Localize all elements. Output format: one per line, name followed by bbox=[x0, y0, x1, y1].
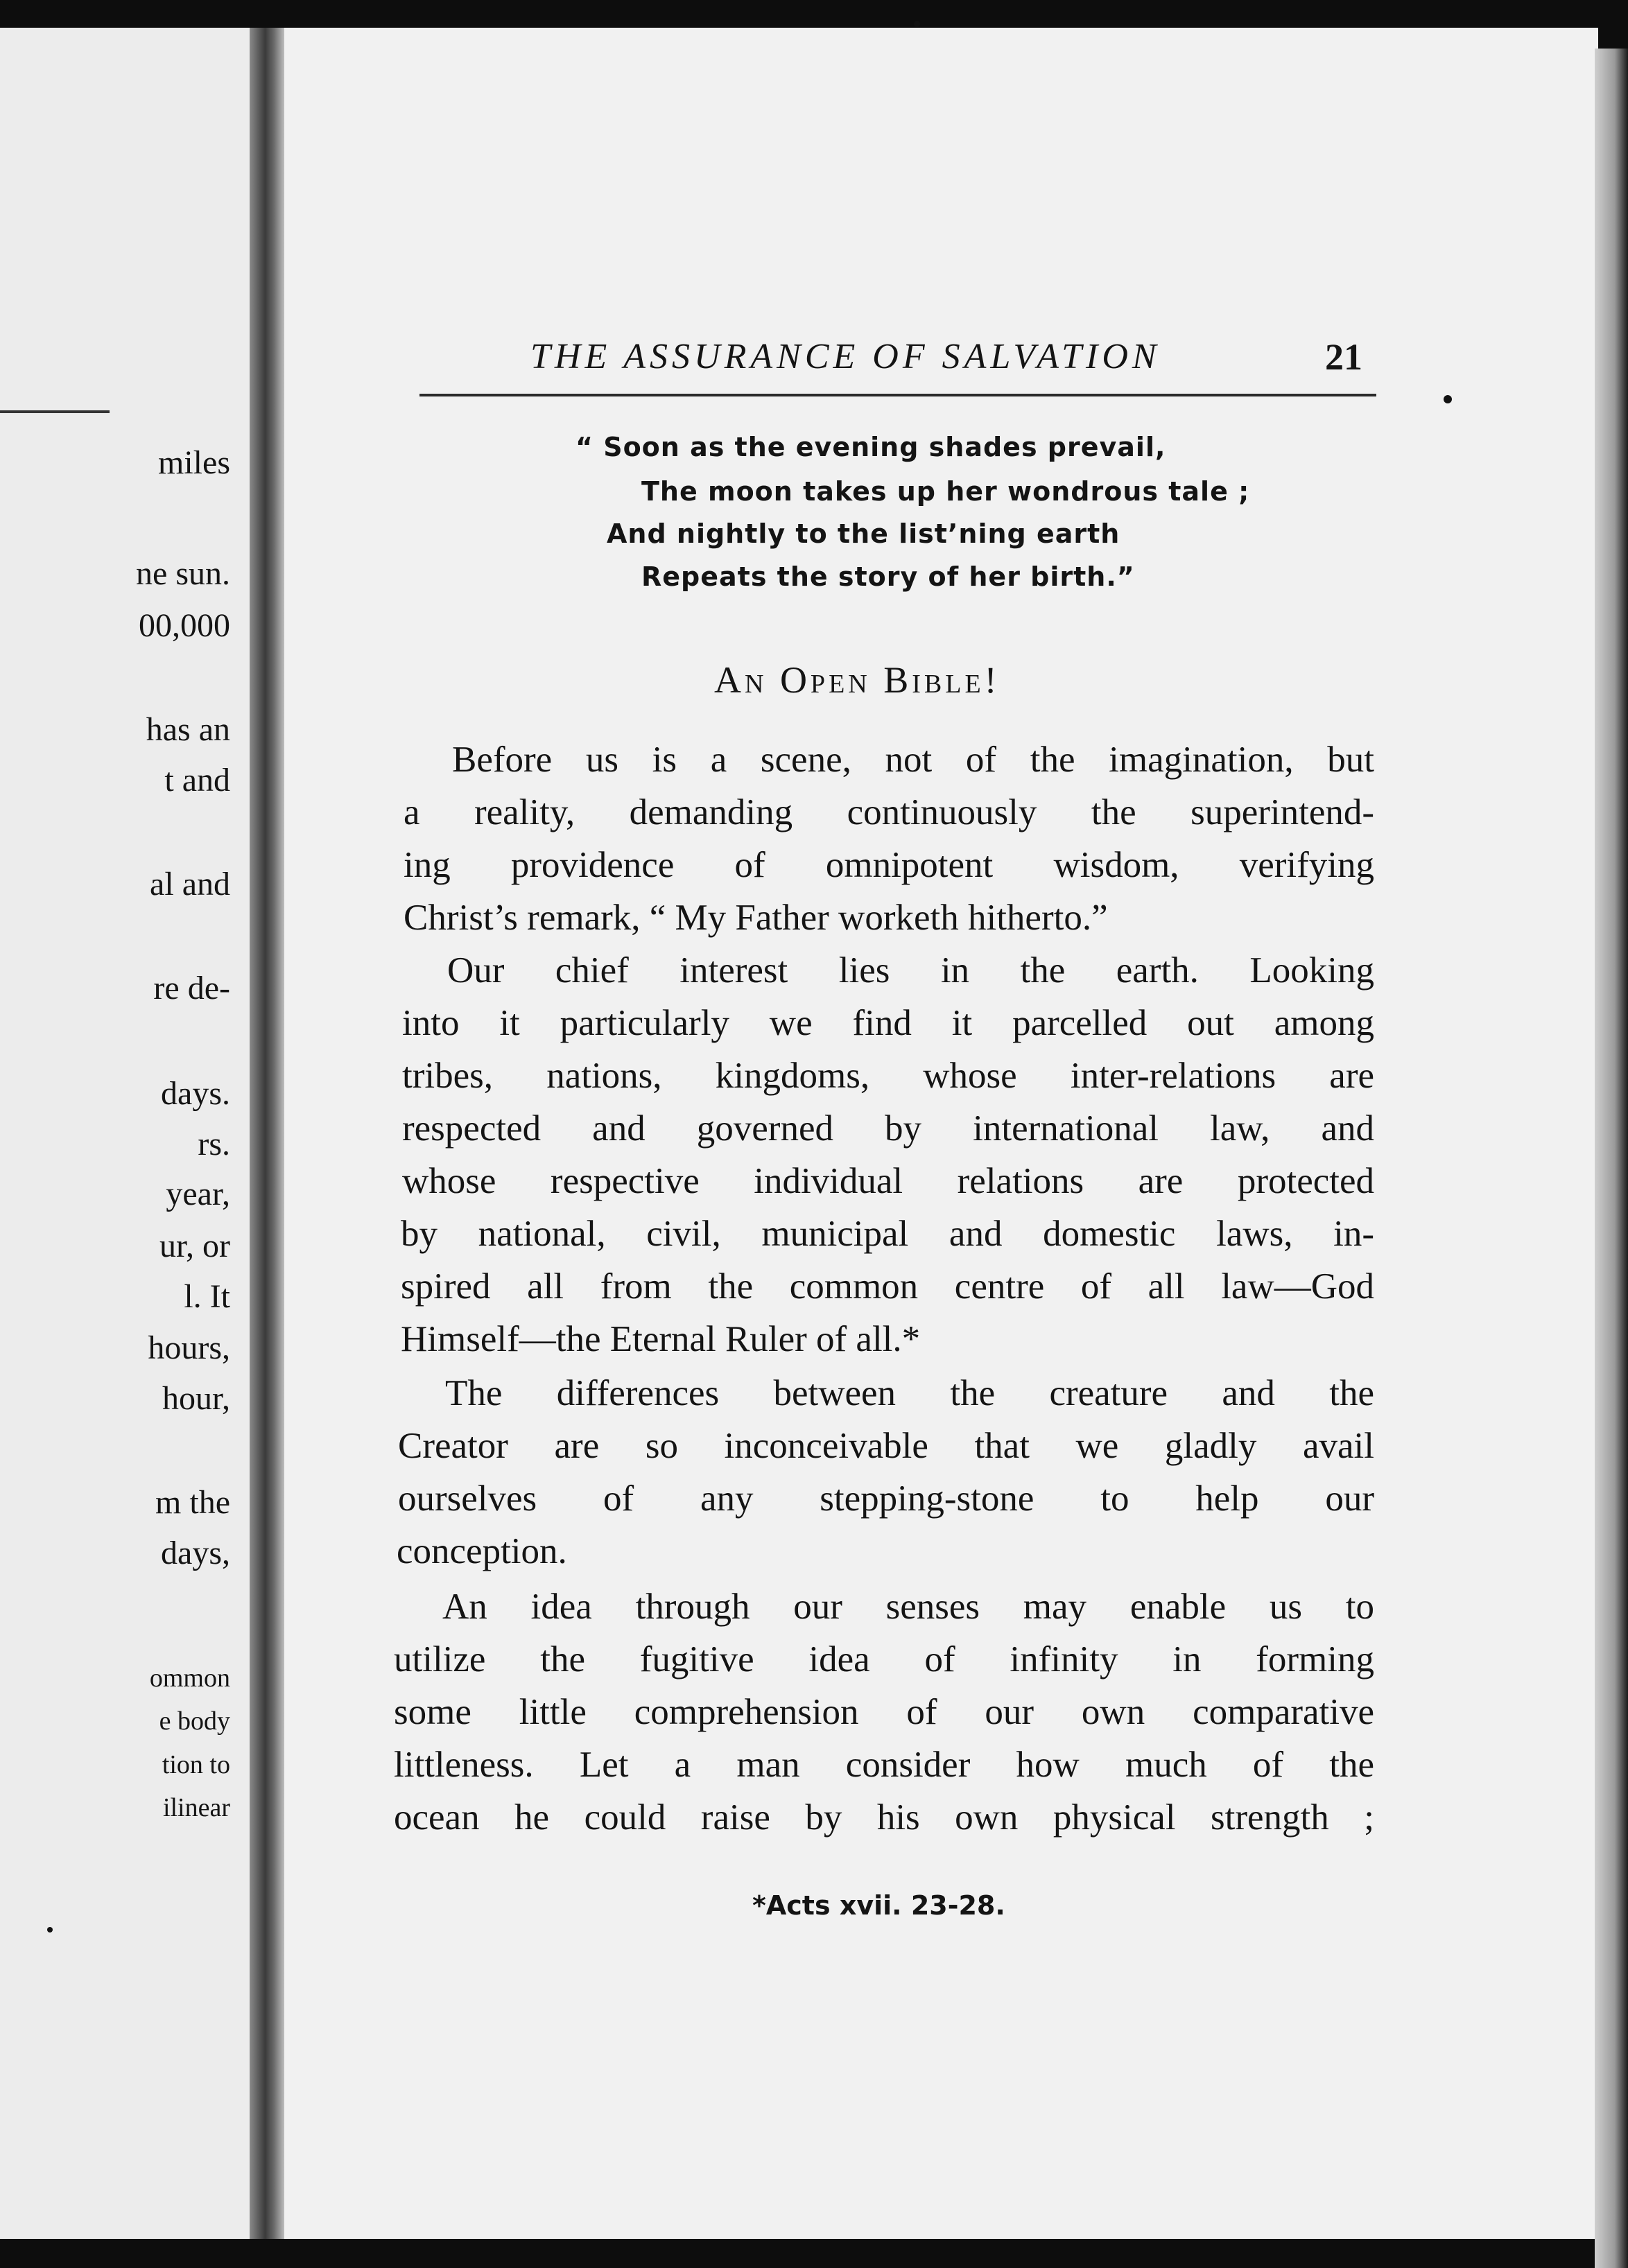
body-line: tribes, nations, kingdoms, whose inter-relations are bbox=[402, 1056, 1374, 1096]
left-page-line: days. bbox=[161, 1075, 230, 1112]
left-page-rule bbox=[0, 410, 110, 413]
ink-speck bbox=[47, 1927, 53, 1933]
body-line: Our chief interest lies in the earth. Looking bbox=[447, 950, 1374, 991]
book-gutter bbox=[250, 28, 284, 2239]
poem-line: “ Soon as the evening shades prevail, bbox=[575, 432, 1166, 462]
body-line: littleness. Let a man consider how much of the bbox=[394, 1745, 1374, 1785]
left-page-line: year, bbox=[166, 1176, 230, 1212]
running-title: THE ASSURANCE OF SALVATION bbox=[530, 337, 1161, 376]
body-line: Christ’s remark, “ My Father worketh hitherto.” bbox=[404, 898, 1108, 938]
body-line: Himself—the Eternal Ruler of all.* bbox=[401, 1319, 921, 1359]
page-number: 21 bbox=[1325, 336, 1362, 378]
body-line: ocean he could raise by his own physical strength ; bbox=[394, 1797, 1374, 1838]
poem-line: The moon takes up her wondrous tale ; bbox=[641, 476, 1250, 507]
left-page-line: ur, or bbox=[159, 1228, 230, 1264]
left-page-line: miles bbox=[158, 444, 230, 481]
body-line: Before us is a scene, not of the imagination, but bbox=[452, 740, 1374, 780]
left-page-line: hours, bbox=[148, 1329, 230, 1366]
left-page-line: has an bbox=[146, 711, 230, 748]
body-line: ourselves of any stepping-stone to help our bbox=[398, 1478, 1374, 1519]
poem-line: Repeats the story of her birth.” bbox=[641, 561, 1135, 592]
ink-speck bbox=[1444, 395, 1452, 403]
body-line: whose respective individual relations are protected bbox=[402, 1161, 1374, 1201]
body-line: a reality, demanding continuously the superintend- bbox=[404, 792, 1374, 832]
left-page-footnote-line: ommon bbox=[149, 1664, 230, 1693]
body-line: spired all from the common centre of all law—God bbox=[401, 1266, 1374, 1307]
header-rule bbox=[419, 394, 1376, 396]
poem-line: And nightly to the list’ning earth bbox=[607, 518, 1120, 549]
left-page-line: m the bbox=[155, 1484, 230, 1521]
body-line: utilize the fugitive idea of infinity in forming bbox=[394, 1639, 1374, 1680]
left-page-line: l. It bbox=[184, 1278, 230, 1315]
body-line: into it particularly we find it parcelled out among bbox=[402, 1003, 1374, 1043]
body-line: The differences between the creature and the bbox=[445, 1373, 1374, 1413]
left-page-line: re de- bbox=[153, 970, 230, 1006]
ink-speck bbox=[914, 21, 920, 27]
left-page-line: t and bbox=[164, 762, 230, 799]
left-page-line: ne sun. bbox=[136, 555, 230, 592]
body-line: respected and governed by international law, and bbox=[402, 1108, 1374, 1149]
left-page-line: al and bbox=[150, 866, 230, 902]
left-page-footnote-line: tion to bbox=[162, 1750, 230, 1779]
body-line: conception. bbox=[397, 1531, 567, 1571]
left-page-line: 00,000 bbox=[139, 607, 230, 644]
footnote: *Acts xvii. 23-28. bbox=[752, 1890, 1005, 1921]
body-line: some little comprehension of our own comparative bbox=[394, 1692, 1374, 1732]
left-page-footnote-line: ilinear bbox=[162, 1793, 230, 1822]
running-header bbox=[530, 333, 1362, 381]
left-facing-page bbox=[0, 28, 250, 2239]
left-page-line: hour, bbox=[162, 1380, 230, 1417]
left-page-line: days, bbox=[161, 1535, 230, 1571]
body-line: by national, civil, municipal and domestic laws, in- bbox=[401, 1214, 1374, 1254]
body-line: Creator are so inconceivable that we gladly avail bbox=[398, 1426, 1374, 1466]
page-edge-shadow bbox=[1595, 49, 1628, 2268]
section-heading: An Open Bible! bbox=[714, 659, 1001, 701]
body-line: ing providence of omnipotent wisdom, verifying bbox=[404, 845, 1374, 885]
left-page-footnote-line: e body bbox=[159, 1707, 230, 1736]
body-line: An idea through our senses may enable us to bbox=[442, 1587, 1374, 1627]
left-page-line: rs. bbox=[198, 1126, 230, 1162]
